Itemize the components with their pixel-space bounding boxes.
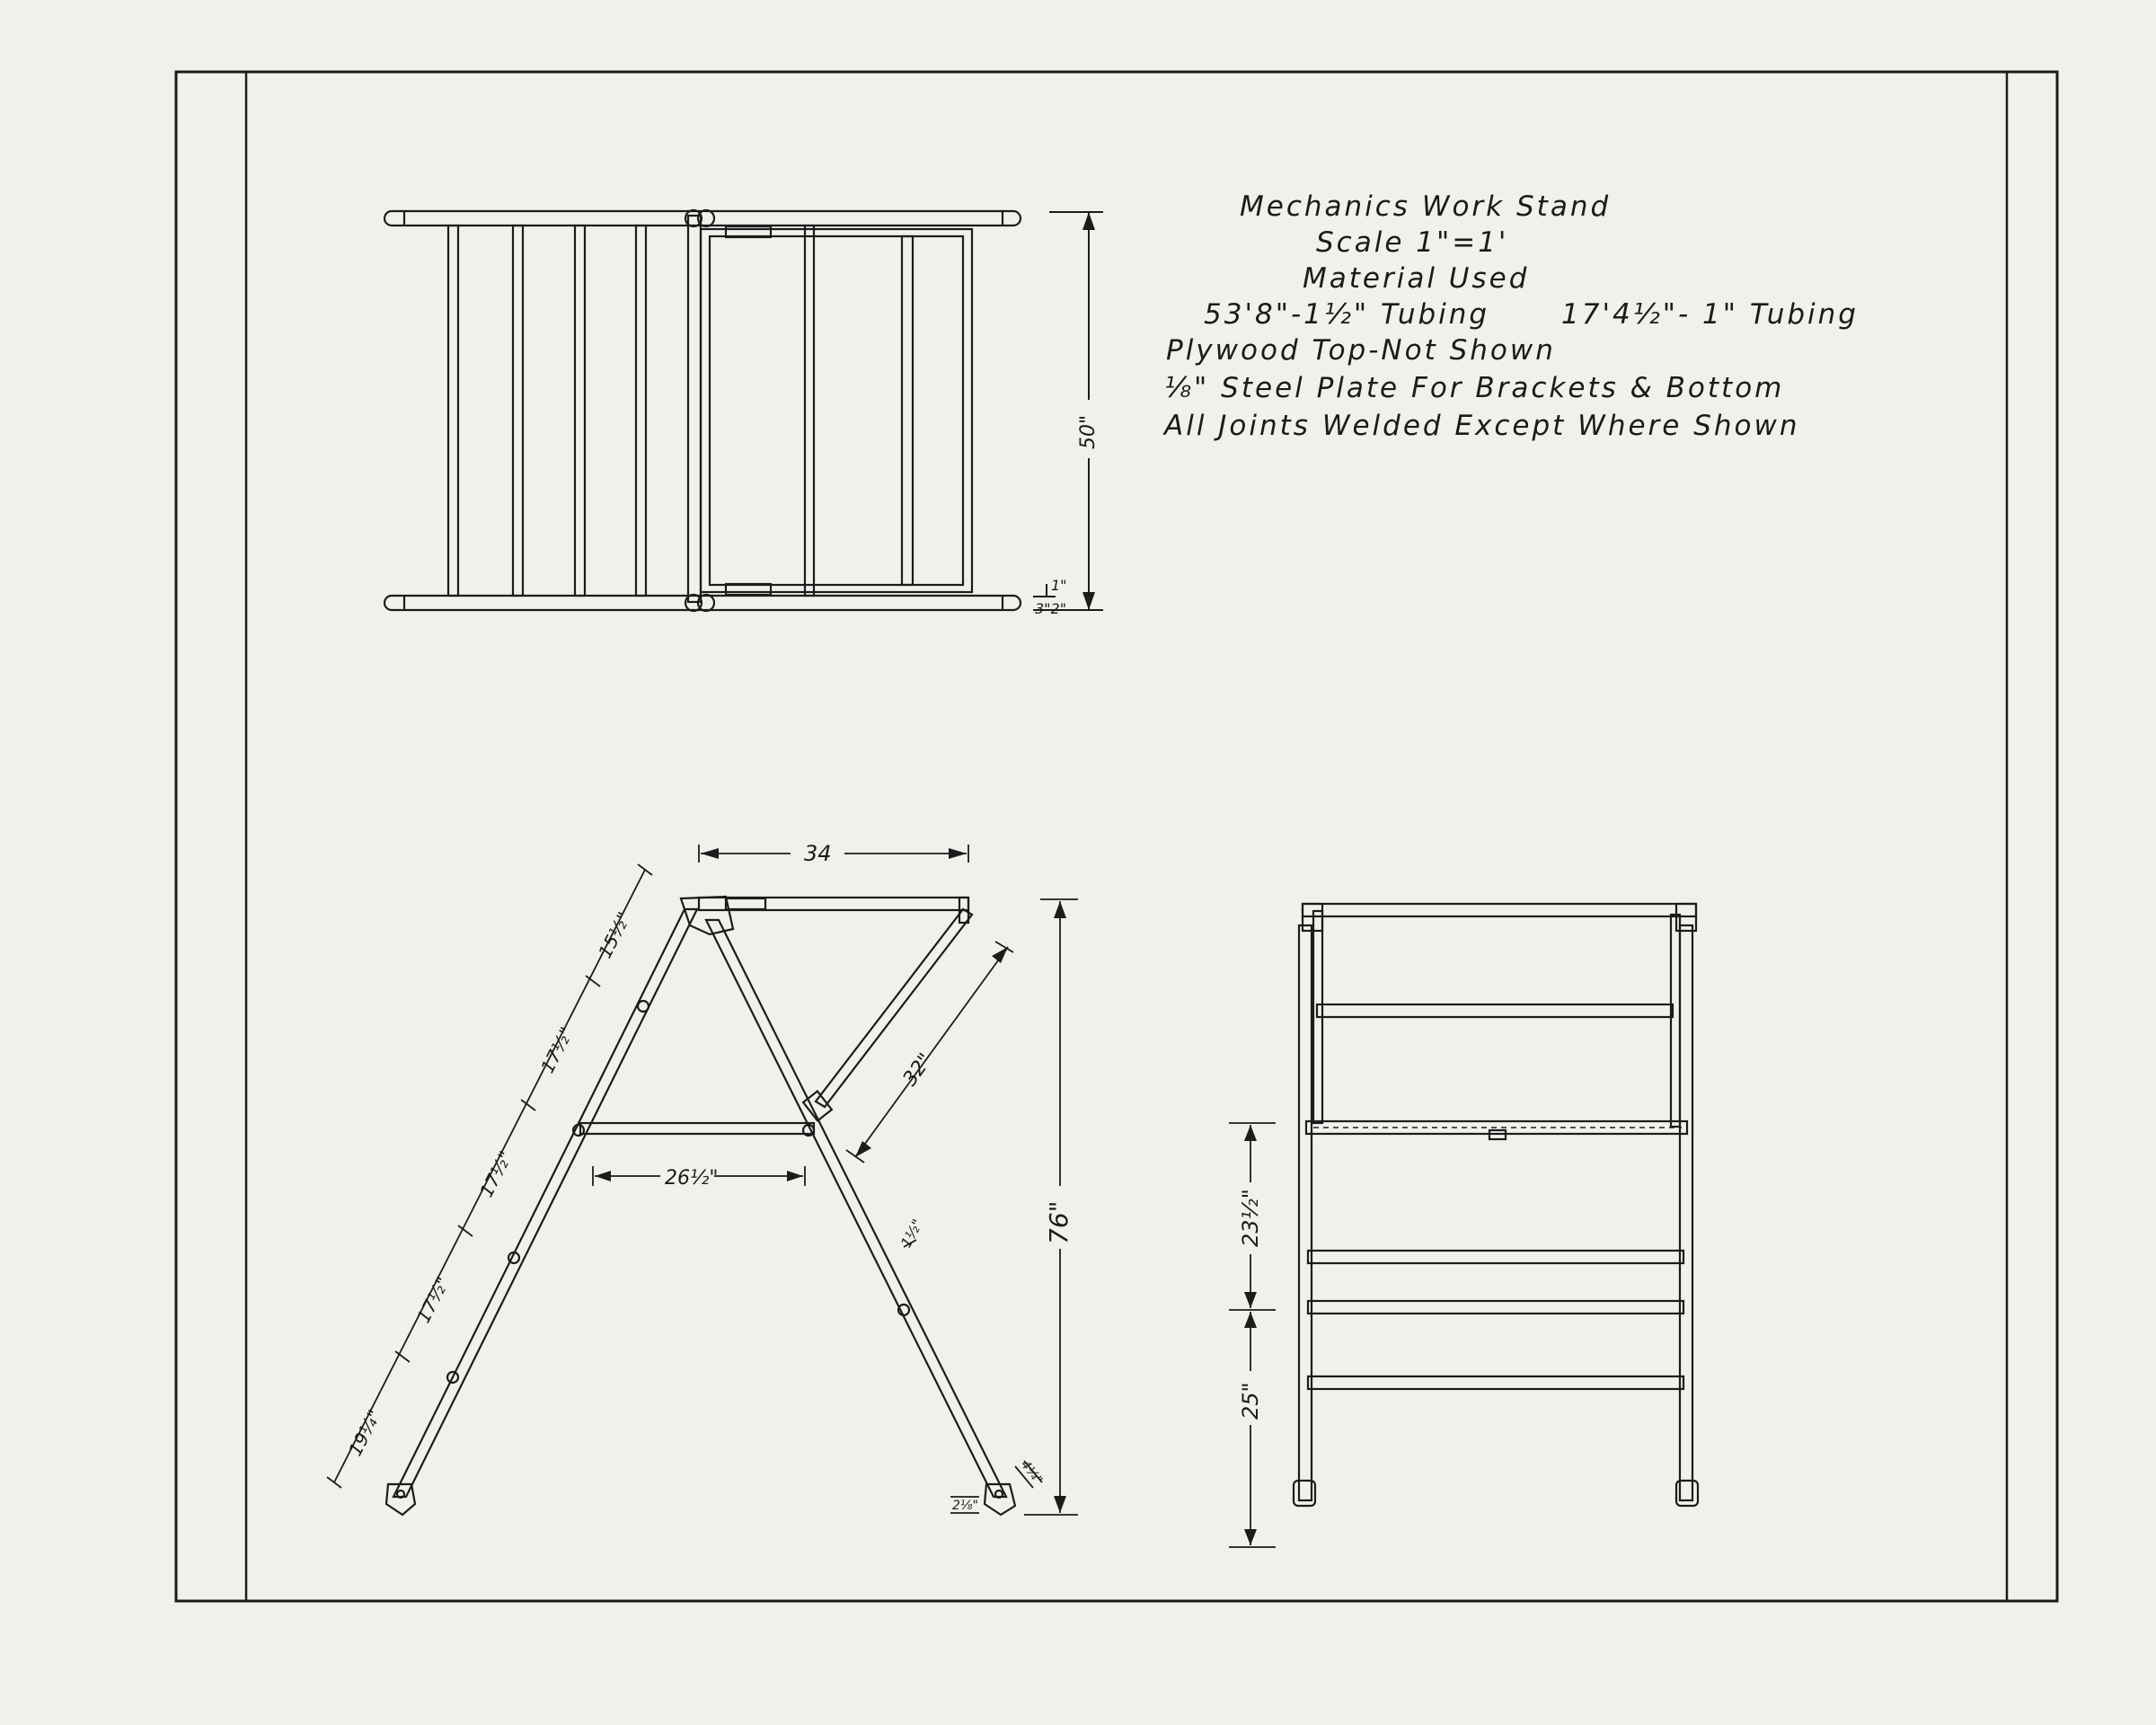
dim-side-height: 76" — [1044, 1200, 1074, 1244]
note-steel-plate: ⅛" Steel Plate For Brackets & Bottom — [1164, 372, 1785, 404]
side-view-crossbar — [580, 1123, 814, 1134]
top-view-dimensions — [1033, 212, 1103, 617]
dim-top-width: 50" — [1077, 414, 1100, 449]
side-view-brace — [816, 909, 972, 1107]
dim-side-seg-4: 17½" — [412, 1273, 454, 1327]
side-view-left-leg — [393, 909, 697, 1497]
front-view-dimensions — [1229, 1123, 1276, 1547]
dim-side-seg-5: 19¼" — [344, 1406, 385, 1460]
dim-front-lower: 25" — [1238, 1382, 1263, 1420]
dim-side-crossbar: 26½" — [665, 1167, 719, 1190]
materials-heading: Material Used — [1303, 262, 1530, 295]
dim-side-tube: 1½" — [897, 1216, 927, 1251]
side-view-right-leg — [706, 920, 1006, 1497]
dim-side-foot-2: 4¼" — [1017, 1457, 1046, 1488]
dim-side-foot-1: 2⅛" — [952, 1499, 978, 1513]
dim-side-seg-3: 17½" — [475, 1147, 517, 1201]
top-view — [384, 210, 1021, 611]
front-view — [1294, 904, 1698, 1506]
note-welded-joints: All Joints Welded Except Where Shown — [1164, 410, 1800, 442]
top-view-slats — [448, 216, 701, 602]
top-view-folding-frame — [685, 210, 972, 611]
front-view-left-post — [1299, 925, 1312, 1500]
material-small-tubing: 17'4½"- 1" Tubing — [1561, 298, 1859, 331]
note-plywood-top: Plywood Top-Not Shown — [1166, 334, 1556, 367]
drawing-title: Mechanics Work Stand — [1240, 190, 1612, 223]
dim-top-small-1: 1" — [1051, 577, 1067, 594]
front-view-top-bar — [1303, 904, 1696, 916]
front-view-right-post — [1680, 925, 1692, 1500]
title-block — [1162, 190, 1859, 442]
dim-top-small-2: 3"2" — [1035, 600, 1067, 617]
material-large-tubing: 53'8"-1½" Tubing — [1204, 298, 1490, 331]
dim-side-brace: 32" — [898, 1048, 938, 1091]
dim-side-seg-1: 15½" — [594, 908, 635, 962]
drawing-scale: Scale 1"=1' — [1316, 226, 1509, 259]
side-view — [386, 897, 1015, 1515]
dim-side-top: 34 — [804, 841, 832, 866]
dim-front-upper: 23½" — [1238, 1189, 1263, 1247]
dim-side-seg-2: 17½" — [536, 1023, 578, 1077]
